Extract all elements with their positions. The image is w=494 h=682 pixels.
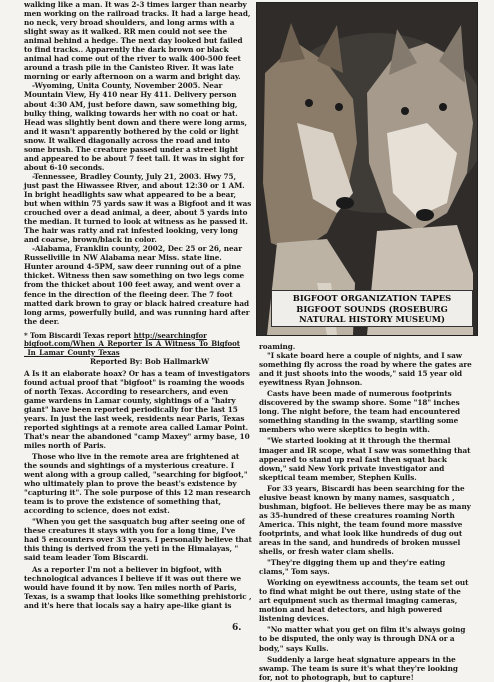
source-prefix: * Tom Biscardi Texas report — [24, 330, 134, 340]
museum-photo — [256, 2, 478, 336]
wolf-exhibit-image — [257, 3, 477, 335]
right-column — [259, 342, 473, 682]
paragraph: Those who live in the remote area are frightened at the sounds and sightings of a mysterious creature. I went along with a group called, "searching for bigfoot," who ultimately plan to prove the beast's existence by "capturing it". The sole purpose of this 12 man research team is to prove the existence of something that, according to science, does not exist. — [24, 451, 251, 516]
paragraph: "We started looking at it through the thermal imager and IR scope, what I saw was something that appeared to stand up real fast then squat back down," said New York private investigator and skeptical team member, Stephen Kulls. — [259, 436, 471, 482]
paragraph: Casts have been made of numerous footprints discovered by the swamp shore. Some "18" inches long. The night before, the team had encountered something standing in the swamp, startling some members who were skeptics to begin with. — [259, 389, 461, 435]
paragraph: As a reporter I'm not a believer in bigfoot, with technological advances I believe if it was out there we would have found it by now. Ten miles north of Paris, Texas, is a swamp that looks like something prehistoric , and it's here that locals say a hairy ape-like giant is — [24, 564, 252, 610]
source-link[interactable]: http://searchingfor bigfoot.com/When_A_Reporter_Is_A_Witness_To_Bigfoot _In_Lamar_County_Texas — [24, 330, 240, 357]
paragraph: roaming. — [259, 342, 296, 351]
page-number: 6. — [232, 623, 242, 633]
paragraph: -Tennessee, Bradley County, July 21, 2003. Hwy 75, just past the Hiwassee River, and about 12:30 or 1 AM. In bright headlights saw what appeared to be a bear, but when within 75 yards saw it was a Bigfoot and it was crouched over a dead animal, a deer, about 5 yards into the median. It turned to look at witness as he passed it. The hair was ratty and rat infested looking, very long and coarse, brown/black in color. — [24, 171, 252, 245]
photo-caption: BIGFOOT ORGANIZATION TAPES BIGFOOT SOUNDS (ROSEBURG NATURAL HISTORY MUSEUM) — [271, 290, 473, 327]
left-column — [24, 0, 252, 610]
paragraph: "No matter what you get on film it's always going to be disputed, the only way is through DNA or a body," says Kulls. — [259, 625, 466, 653]
paragraph: A Is it an elaborate hoax? Or has a team of investigators found actual proof that "bigfoot" is roaming the woods of north Texas. According to researchers, and even game wardens in Lamar county, sightings of a "hairy giant" have been reported periodically for the last 15 years. In just the last week, residents near Paris, Texas reported sightings at a remote area called Lamar Point. That's near the abandoned "camp Maxey" army base, 10 miles north of Paris. — [24, 368, 250, 450]
paragraph: Suddenly a large heat signature appears in the swamp. The team is sure it's what they're looking for, not to photograph, but to capture! — [259, 654, 458, 682]
paragraph: "They're digging them up and they're eating clams," Tom says. — [259, 558, 446, 577]
paragraph: For 33 years, Biscardi has been searching for the elusive beast known by many names, sasquatch , bushman, bigfoot. He believes there may be as many as 35-hundred of these creatures roaming North America. This night, the team found more massive footprints, and what look like hundreds of dug out areas in the sand, and hundreds of broken mussel shells, or fresh water clam shells. — [259, 483, 471, 557]
paragraph: walking like a man. It was 2-3 times larger than nearby men working on the railroad tracks. It had a large head, no neck, very broad shoulders, and long arms with a slight sway as it walked. RR men could not see the animal behind a hedge. The next day looked but failed to find tracks.. Apparently the dark brown or black animal had come out of the river to walk 400-500 feet around a trash pile in the Canisteo River. It was late morning or early afternoon on a warm and bright day. — [24, 0, 251, 82]
source-citation — [24, 332, 252, 358]
paragraph: -Alabama, Franklin county, 2002, Dec 25 or 26, near Russellville in NW Alabama near Miss. state line. Hunter around 4-5PM, saw deer running out of a pine thicket. Witness then saw something on two legs come from the thicket about 100 feet away, and went over a fence in the direction of the fleeing deer. The 7 foot matted dark brown to gray or black haired creature had long arms, powerfully build, and was running hard after the deer. — [24, 244, 250, 326]
paragraph: Working on eyewitness accounts, the team set out to find what might be out there, using state of the art equipment such as thermal imaging cameras, motion and heat detectors, and high powered listening devices. — [259, 578, 469, 624]
paragraph: "When you get the sasquatch bug after seeing one of these creatures it stays with you for a long time, I've had 5 encounters over 33 years. I personally believe that this thing is derived from the yeti in the Himalayas, " said team leader Tom Biscardi. — [24, 517, 252, 563]
paragraph: "I skate board here a couple of nights, and I saw something fly across the road by where the gates are and it just shoots into the woods," said 15 year old eyewitness Ryan Johnson. — [259, 351, 472, 388]
reporter-credit: Reported By: Bob HallmarkW — [90, 357, 210, 367]
paragraph: -Wyoming, Unita County, November 2005. Near Mountain View, Hy 410 near Hy 411. Delivery person about 4:30 AM, just before dawn, saw something big, bulky thing, walking towards her with no coat or hat. Head was slightly bent down and there were long arms, and it wasn't apparently bothered by the cold or light snow. It walked diagonally across the road and into some brush. The creature passed under a street light and appeared to be about 7 feet tall. It was in sight for about 6-10 seconds. — [24, 81, 247, 172]
